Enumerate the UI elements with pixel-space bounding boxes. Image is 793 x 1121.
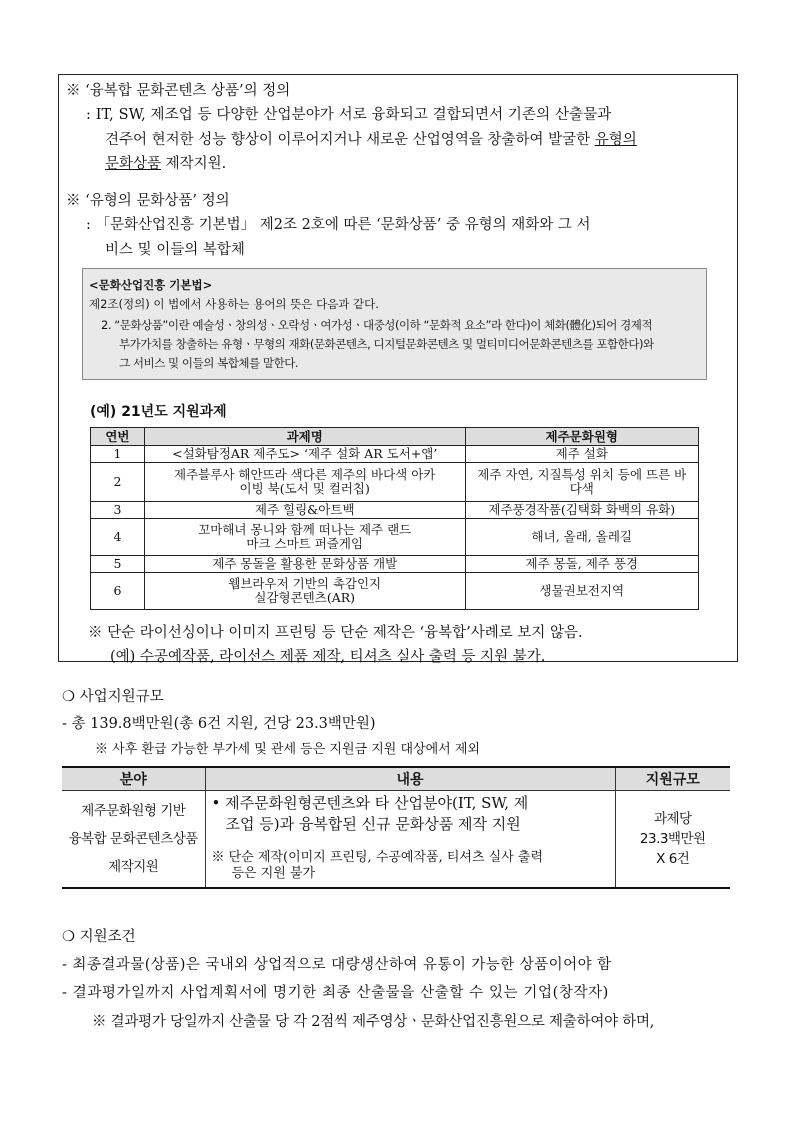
content-line2: 조업 등)과 융복합된 신규 문화상품 제작 지원 [225, 815, 521, 833]
header-content: 내용 [205, 767, 615, 791]
row-name: 웹브라우저 기반의 촉감인지 실감형콘텐츠(AR) [144, 573, 465, 610]
law-line1: 제2조(정의) 이 법에서 사용하는 용어의 뜻은 다음과 같다. [89, 297, 379, 311]
row-no: 5 [91, 556, 145, 573]
row-origin: 제주 자연, 지질특성 위치 등에 뜨른 바다색 [465, 463, 698, 502]
table-row [91, 519, 699, 556]
condition-note: ※ 결과평가 당일까지 산출물 당 각 2점씩 제주영상ㆍ문화산업진흥원으로 제출하여야 하며, [92, 1014, 655, 1030]
field-line3: 제작지원 [108, 858, 159, 875]
row-origin: 생물권보전지역 [465, 573, 698, 610]
support-scale-table [62, 766, 730, 889]
def1-line3-text: 제작지원. [161, 156, 227, 172]
content-note1: ※ 단순 제작(이미지 프린팅, 수공예작품, 티셔츠 실사 출력 [211, 850, 544, 865]
table-row [91, 502, 699, 519]
condition-item1: - 최종결과물(상품)은 국내외 상업적으로 대량생산하여 유통이 가능한 상품이어야 함 [62, 957, 612, 973]
law-excerpt-box [82, 268, 707, 380]
header-name: 과제명 [144, 428, 465, 446]
table-row [91, 556, 699, 573]
header-amount: 지원규모 [615, 767, 730, 791]
row-no: 4 [91, 519, 145, 556]
row-origin: 제주 설화 [465, 446, 698, 463]
field-line2: 융복합 문화콘텐츠상품 [68, 830, 198, 847]
content-line1: • 제주문화원형콘텐츠와 타 산업분야(IT, SW, 제 [211, 794, 529, 812]
header-no: 연번 [91, 428, 145, 446]
row-name: 제주 힐링&아트백 [144, 502, 465, 519]
def1-line3 [105, 152, 226, 173]
header-field: 분야 [62, 767, 205, 791]
example-title: (예) 21년도 지원과제 [90, 404, 227, 420]
row-origin: 해녀, 올래, 올레길 [465, 519, 698, 556]
example-projects-table [90, 427, 699, 610]
scale-heading: ❍ 사업지원규모 [62, 689, 164, 705]
law-line4: 그 서비스 및 이들의 복합체를 말한다. [119, 356, 299, 370]
content-cell [205, 791, 615, 888]
def2-line1: : 「문화산업진흥 기본법」 제2조 2호에 따른 ‘문화상품’ 중 유형의 재화와 그 서 [86, 217, 591, 233]
content-note2: 등은 지원 불가 [231, 866, 316, 881]
conditions-heading: ❍ 지원조건 [62, 929, 136, 945]
def1-line2 [105, 128, 637, 149]
row-no: 6 [91, 573, 145, 610]
amount-line2: 23.3백만원 [639, 830, 706, 847]
note-simple-production: ※ 단순 라이선싱이나 이미지 프린팅 등 단순 제작은 ‘융복합’사례로 보지 않음. [88, 625, 583, 641]
def1-line2-underlined: 유형의 [594, 132, 637, 148]
table-row [91, 463, 699, 502]
row-no: 2 [91, 463, 145, 502]
header-origin: 제주문화원형 [465, 428, 698, 446]
field-line1: 제주문화원형 기반 [81, 802, 186, 819]
row-origin: 제주 몽돌, 제주 풍경 [465, 556, 698, 573]
def2-title: ※ ‘유형의 문화상품’ 정의 [66, 193, 230, 209]
field-cell [62, 791, 205, 888]
law-line2: 2. “문화상품”이란 예술성ㆍ창의성ㆍ오락성ㆍ여가성ㆍ대중성(이하 “문화적 요소”라 한다)이 체화(體化)되어 경제적 [101, 318, 653, 332]
table-row [62, 791, 730, 888]
row-name: <설화탐정AR 제주도> ‘제주 설화 AR 도서+앱’ [144, 446, 465, 463]
scale-total: - 총 139.8백만원(총 6건 지원, 건당 23.3백만원) [62, 716, 376, 732]
amount-cell [615, 791, 730, 888]
row-no: 3 [91, 502, 145, 519]
def1-line1: : IT, SW, 제조업 등 다양한 산업분야가 서로 융화되고 결합되면서 기존의 산출물과 [86, 107, 612, 123]
table-row [91, 573, 699, 610]
def1-line2-text: 견주어 현저한 성능 향상이 이루어지거나 새로운 산업영역을 창출하여 발굴한 [105, 132, 595, 148]
def1-title: ※ ‘융복합 문화콘텐츠 상품’의 정의 [66, 83, 291, 99]
scale-note: ※ 사후 환급 가능한 부가세 및 관세 등은 지원금 지원 대상에서 제외 [95, 742, 480, 757]
law-line3: 부가가치를 창출하는 유형ㆍ무형의 재화(문화콘텐츠, 디지털문화콘텐츠 및 멀티미디어문화콘텐츠를 포함한다)와 [119, 337, 654, 351]
law-title: <문화산업진흥 기본법> [89, 278, 213, 292]
amount-line3: X 6건 [656, 850, 690, 867]
note-example: (예) 수공예작품, 라이선스 제품 제작, 티셔츠 실사 출력 등 지원 불가. [110, 649, 546, 665]
def1-line3-underlined: 문화상품 [105, 156, 162, 172]
amount-line1: 과제당 [653, 810, 692, 827]
row-no: 1 [91, 446, 145, 463]
table-row [91, 446, 699, 463]
row-origin: 제주풍경작품(김택화 화백의 유화) [465, 502, 698, 519]
row-name: 제주 몽돌을 활용한 문화상품 개발 [144, 556, 465, 573]
def2-line2: 비스 및 이들의 복합체 [105, 242, 245, 258]
row-name: 꼬마해녀 몽니와 함께 떠나는 제주 랜드마크 스마트 퍼즐게임 [144, 519, 465, 556]
row-name: 제주블루사 해안뜨라 색다른 제주의 바다색 아카이빙 북(도서 및 컬러칩) [144, 463, 465, 502]
condition-item2: - 결과평가일까지 사업계획서에 명기한 최종 산출물을 산출할 수 있는 기업(창작자) [62, 985, 609, 1001]
